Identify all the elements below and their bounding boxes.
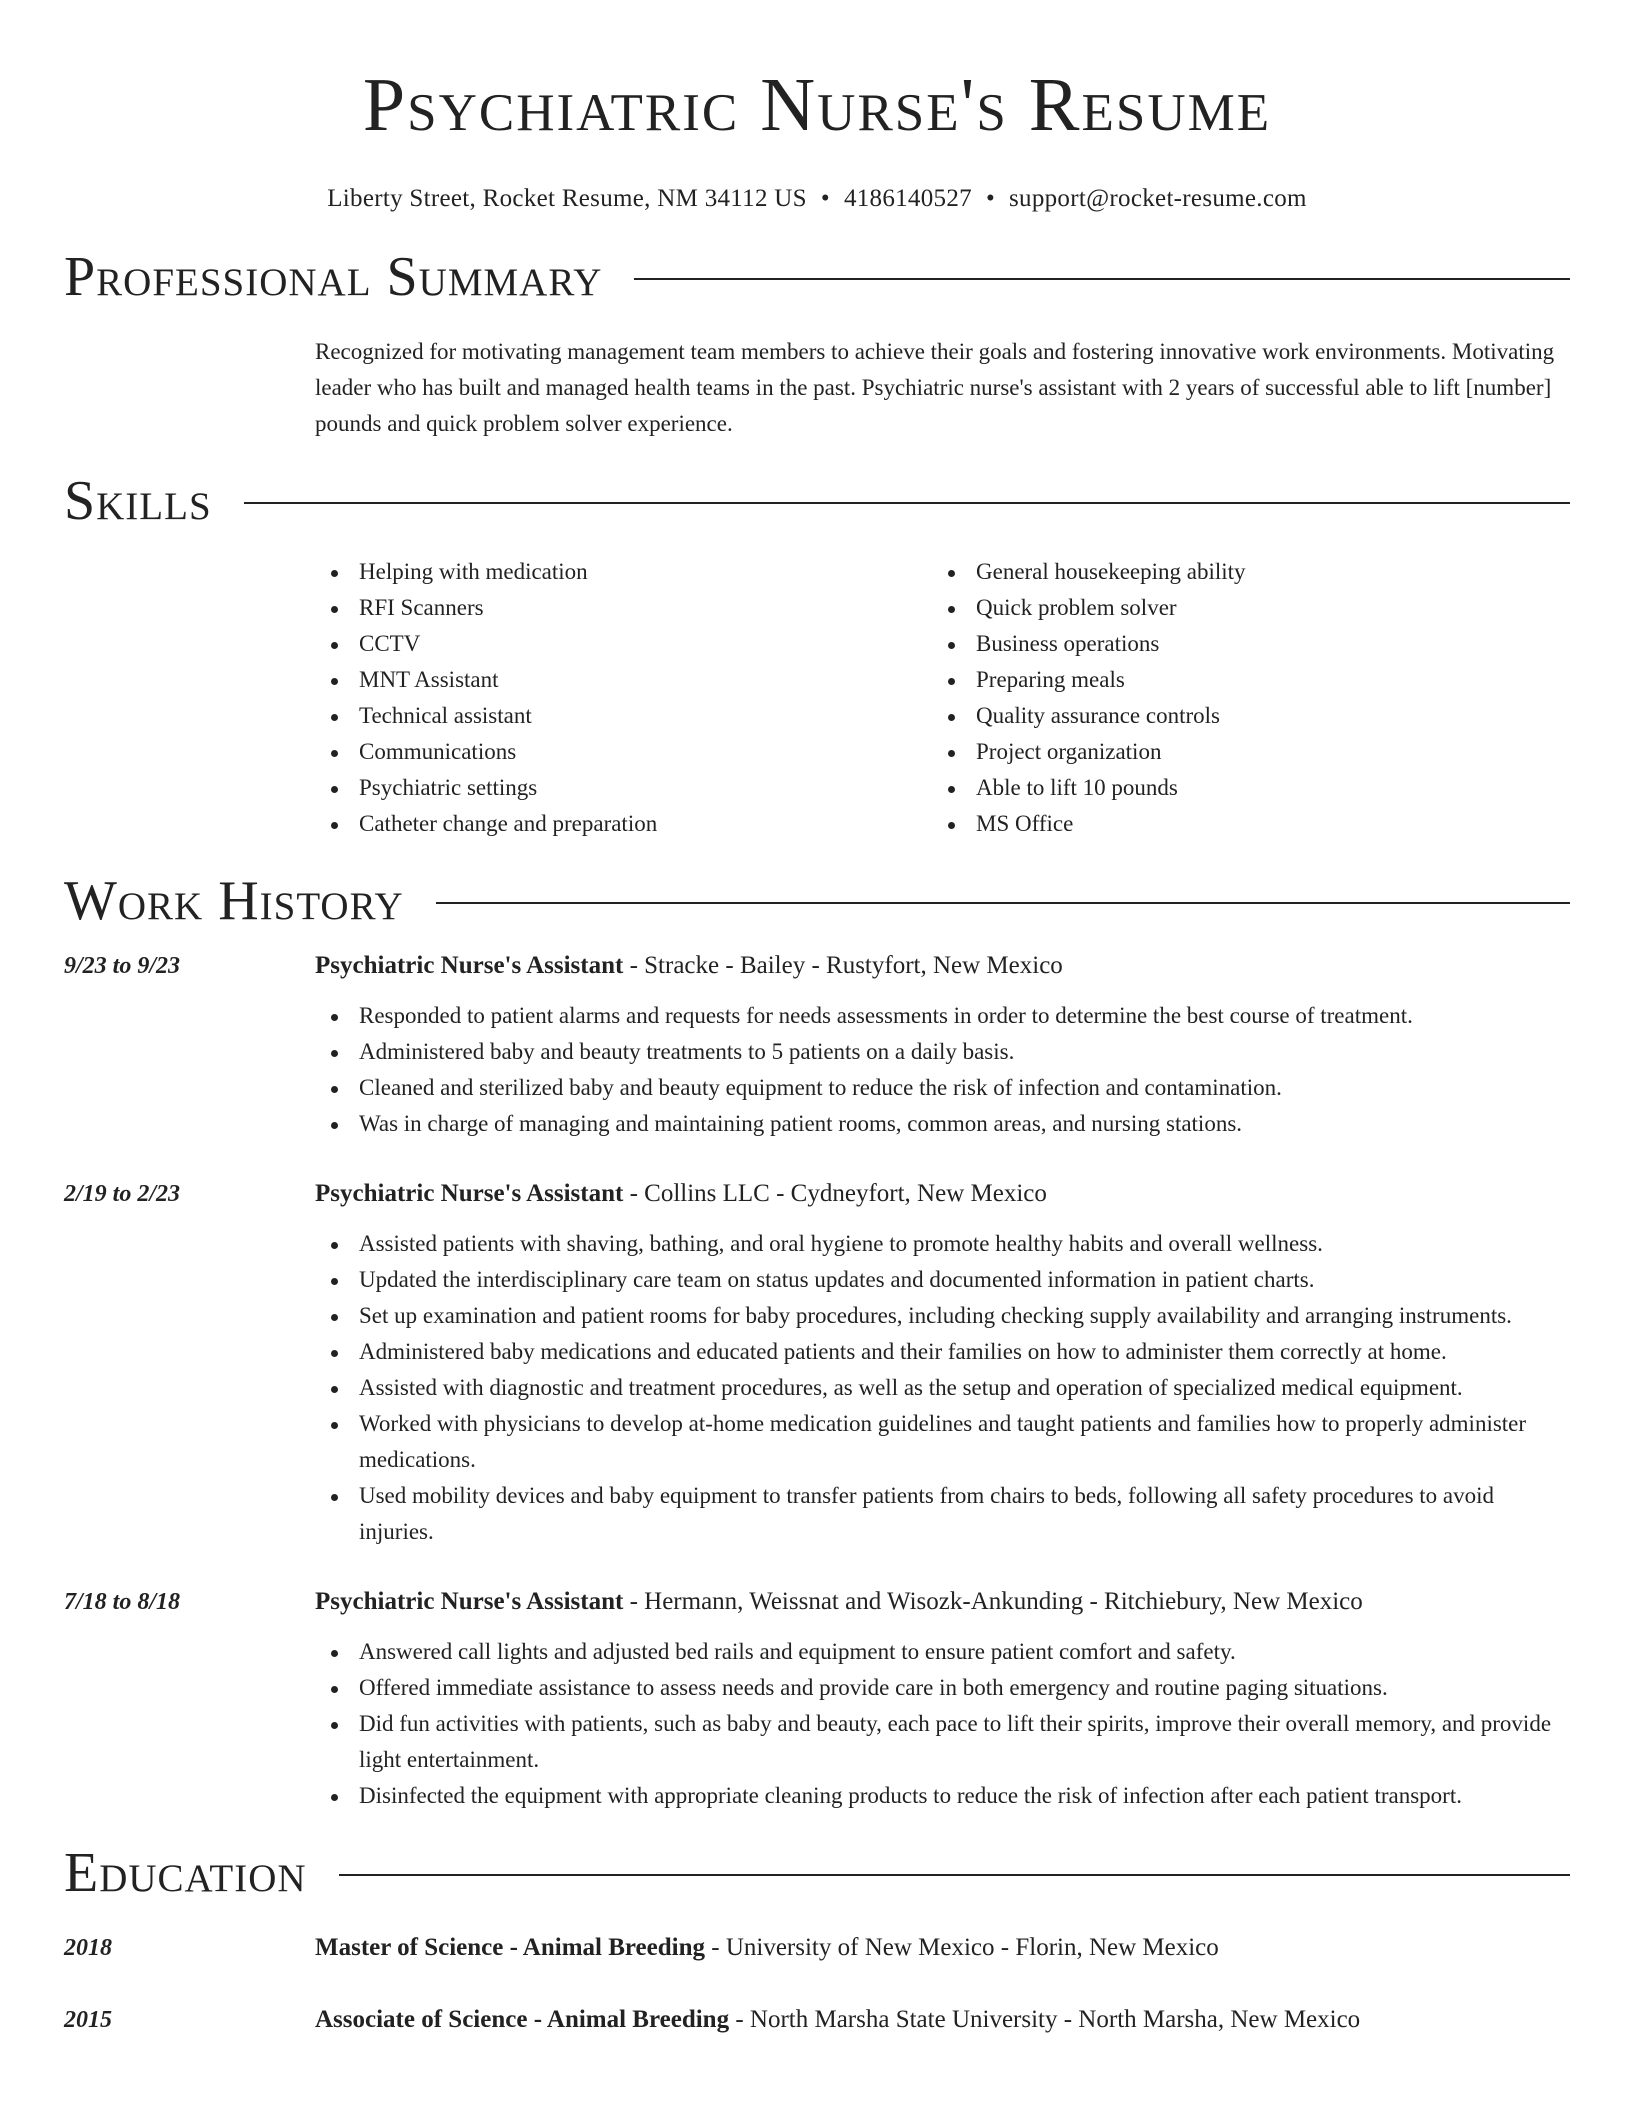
skill-item: CCTV — [315, 626, 932, 662]
skill-item: Helping with medication — [315, 554, 932, 590]
job-title: Psychiatric Nurse's Assistant — [315, 952, 624, 979]
education-entry — [64, 2002, 1570, 2038]
job-duty: Updated the interdisciplinary care team on status updates and documented information in patient charts. — [315, 1262, 1570, 1298]
skill-item: RFI Scanners — [315, 590, 932, 626]
job-duty: Assisted with diagnostic and treatment procedures, as well as the setup and operation of specialized medical equipment. — [315, 1370, 1570, 1406]
job-duties — [315, 1634, 1570, 1814]
skills-heading: Skills — [64, 470, 212, 532]
job-duty: Responded to patient alarms and requests for needs assessments in order to determine the best course of treatment. — [315, 998, 1570, 1034]
education-entry — [64, 1930, 1570, 1966]
job-duty: Offered immediate assistance to assess needs and provide care in both emergency and routine paging situations. — [315, 1670, 1570, 1706]
job-duties — [315, 998, 1570, 1142]
job-duty: Disinfected the equipment with appropriate cleaning products to reduce the risk of infection after each patient transport. — [315, 1778, 1570, 1814]
skill-item: Communications — [315, 734, 932, 770]
contact-separator: • — [985, 185, 995, 212]
skill-item: Quick problem solver — [932, 590, 1549, 626]
skill-item: Business operations — [932, 626, 1549, 662]
job-duty: Administered baby and beauty treatments to 5 patients on a daily basis. — [315, 1034, 1570, 1070]
education-year: 2015 — [64, 2007, 112, 2033]
job-title: Psychiatric Nurse's Assistant — [315, 1180, 624, 1207]
skill-item: Psychiatric settings — [315, 770, 932, 806]
skill-item: Catheter change and preparation — [315, 806, 932, 842]
job-entry — [64, 948, 1570, 1142]
skills-list-left — [315, 554, 932, 842]
job-header — [64, 1584, 1570, 1620]
education-degree: Master of Science - Animal Breeding — [315, 1934, 705, 1961]
education-year: 2018 — [64, 1935, 112, 1961]
education-line — [315, 2002, 1360, 2038]
contact-separator: • — [820, 185, 830, 212]
job-title: Psychiatric Nurse's Assistant — [315, 1588, 624, 1615]
section-divider — [339, 1874, 1570, 1876]
job-duty: Administered baby medications and educated patients and their families on how to administer them correctly at home. — [315, 1334, 1570, 1370]
resume-title: Psychiatric Nurse's Resume — [362, 63, 1272, 147]
job-date: 9/23 to 9/23 — [64, 953, 181, 979]
summary-text: Recognized for motivating management team members to achieve their goals and fostering innovative work environments. Motivating leader who has built and managed health teams in the past. Psychiatric nurse's assistant with 2 years of successful able to lift [number] pounds and quick problem solver experience. — [315, 339, 1555, 436]
skills-list-right — [932, 554, 1549, 842]
skill-item: Able to lift 10 pounds — [932, 770, 1549, 806]
job-company: - Hermann, Weissnat and Wisozk-Ankunding - Ritchiebury, New Mexico — [623, 1588, 1363, 1615]
education-heading: Education — [64, 1842, 307, 1904]
skills-columns — [315, 554, 1570, 842]
skill-item: General housekeeping ability — [932, 554, 1549, 590]
job-duty: Set up examination and patient rooms for baby procedures, including checking supply availability and arranging instruments. — [315, 1298, 1570, 1334]
section-divider — [436, 902, 1570, 904]
job-duty: Was in charge of managing and maintaining patient rooms, common areas, and nursing stations. — [315, 1106, 1570, 1142]
job-entry — [64, 1584, 1570, 1814]
contact-line — [64, 184, 1570, 214]
work-heading: Work History — [64, 870, 404, 932]
job-heading-line — [315, 1584, 1363, 1620]
education-degree: Associate of Science - Animal Breeding — [315, 2006, 730, 2033]
skill-item: Quality assurance controls — [932, 698, 1549, 734]
summary-heading: Professional Summary — [64, 246, 603, 308]
job-duty: Used mobility devices and baby equipment to transfer patients from chairs to beds, following all safety procedures to avoid injuries. — [315, 1478, 1570, 1550]
contact-phone: 4186140527 — [843, 185, 972, 212]
job-company: - Stracke - Bailey - Rustyfort, New Mexico — [623, 952, 1063, 979]
skill-item: MS Office — [932, 806, 1549, 842]
education-section-header — [64, 1840, 1570, 1906]
work-section-header — [64, 868, 1570, 934]
skill-item: MNT Assistant — [315, 662, 932, 698]
skills-section-header — [64, 468, 1570, 534]
job-date: 2/19 to 2/23 — [64, 1181, 181, 1207]
education-school: - University of New Mexico - Florin, New Mexico — [705, 1934, 1219, 1961]
job-header — [64, 1176, 1570, 1212]
job-header — [64, 948, 1570, 984]
summary-section-header — [64, 244, 1570, 310]
job-duty: Cleaned and sterilized baby and beauty equipment to reduce the risk of infection and contamination. — [315, 1070, 1570, 1106]
job-heading-line — [315, 948, 1063, 984]
job-heading-line — [315, 1176, 1047, 1212]
skill-item: Technical assistant — [315, 698, 932, 734]
education-line — [315, 1930, 1219, 1966]
job-duty: Answered call lights and adjusted bed rails and equipment to ensure patient comfort and safety. — [315, 1634, 1570, 1670]
contact-email: support@rocket-resume.com — [1009, 185, 1307, 212]
job-date: 7/18 to 8/18 — [64, 1589, 181, 1615]
job-duty: Did fun activities with patients, such as baby and beauty, each pace to lift their spirits, improve their overall memory, and provide light entertainment. — [315, 1706, 1570, 1778]
job-duty: Assisted patients with shaving, bathing, and oral hygiene to promote healthy habits and overall wellness. — [315, 1226, 1570, 1262]
job-company: - Collins LLC - Cydneyfort, New Mexico — [623, 1180, 1047, 1207]
resume-page — [64, 0, 1570, 2038]
contact-address: Liberty Street, Rocket Resume, NM 34112 US — [327, 185, 807, 212]
section-divider — [244, 502, 1570, 504]
job-entry — [64, 1176, 1570, 1550]
skill-item: Preparing meals — [932, 662, 1549, 698]
job-duty: Worked with physicians to develop at-home medication guidelines and taught patients and families how to properly administer medications. — [315, 1406, 1570, 1478]
job-duties — [315, 1226, 1570, 1550]
education-school: - North Marsha State University - North Marsha, New Mexico — [729, 2006, 1361, 2033]
section-divider — [634, 278, 1570, 280]
skill-item: Project organization — [932, 734, 1549, 770]
